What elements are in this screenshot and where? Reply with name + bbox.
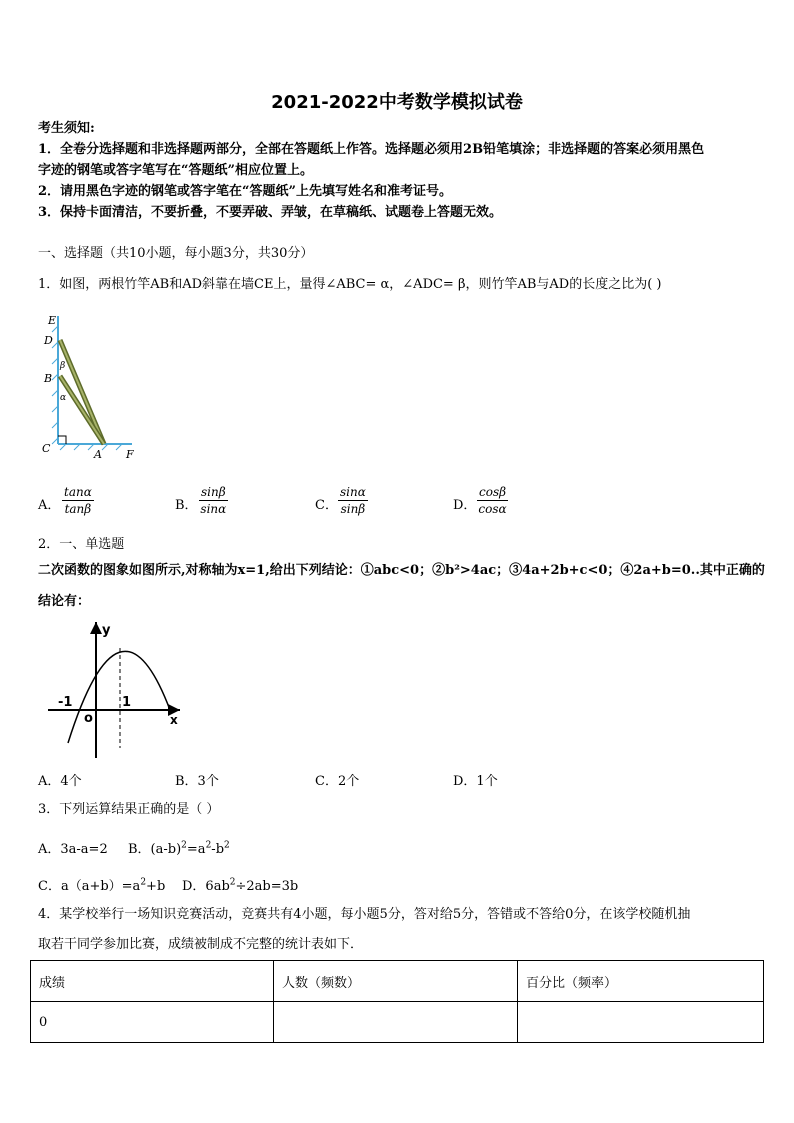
label-c: C	[42, 442, 51, 455]
table-header-score: 成绩	[31, 961, 274, 1002]
notice-item-2: 2．请用黑色字迹的钢笔或答字笔在“答题纸”上先填写姓名和准考证号。	[38, 184, 453, 199]
q1-figure	[36, 312, 146, 462]
q1-option-b-num: sinβ	[201, 485, 226, 499]
q1-stem: 1．如图，两根竹竿AB和AD斜靠在墙CE上，量得∠ABC= α，∠ADC= β，则竹竿AB与AD的长度之比为( )	[38, 277, 662, 292]
q1-option-d-letter: D．	[453, 498, 477, 513]
page-title: 2021-2022中考数学模拟试卷	[271, 92, 523, 113]
q1-option-c-fraction	[338, 484, 368, 517]
q2-option-d: D．1个	[453, 774, 498, 789]
label-a: A	[94, 448, 102, 461]
q3-option-c-pre: C．a（a+b）=a	[38, 879, 141, 894]
table-row	[31, 1002, 764, 1043]
q1-option-a-letter: A．	[38, 498, 61, 513]
q1-option-c-den: sinβ	[340, 502, 366, 516]
graph-label-1: 1	[122, 695, 132, 710]
q3-option-c-post: +b	[146, 879, 166, 894]
label-b: B	[44, 372, 53, 385]
q2-graph	[46, 618, 186, 763]
table-header-row	[31, 961, 764, 1002]
q3-option-d	[182, 875, 298, 894]
q3-option-c-sup: 2	[140, 877, 147, 888]
q2-option-c: C．2个	[315, 774, 360, 789]
label-d: D	[44, 334, 53, 347]
q1-option-b-den: sinα	[200, 502, 227, 516]
table-cell-score: 0	[31, 1002, 274, 1043]
table-header-percent: 百分比（频率）	[518, 961, 764, 1002]
label-e: E	[48, 314, 57, 327]
q3-option-b-sup2: 2	[205, 840, 212, 851]
q3-stem: 3．下列运算结果正确的是（ ）	[38, 802, 220, 817]
graph-label-x: x	[170, 713, 178, 727]
notice-item-3: 3．保持卡面清洁，不要折叠，不要弄破、弄皱，在草稿纸、试题卷上答题无效。	[38, 205, 503, 220]
notice-item-1a: 1．全卷分选择题和非选择题两部分，全部在答题纸上作答。选择题必须用2B铅笔填涂；非选择题的答案必须用黑色	[38, 142, 705, 157]
notice-heading: 考生须知:	[38, 121, 95, 136]
q2-option-b: B．3个	[175, 774, 219, 789]
label-beta: β	[60, 361, 66, 371]
notice-item-1b: 字迹的钢笔或答字笔写在“答题纸”相应位置上。	[38, 163, 313, 178]
table-header-count: 人数（频数）	[274, 961, 518, 1002]
q1-option-d-num: cosβ	[479, 485, 507, 499]
label-f: F	[126, 448, 134, 461]
q3-option-b-post: -b	[211, 842, 225, 857]
q1-option-d-den: cosα	[478, 502, 507, 516]
q3-option-d-post: ÷2ab=3b	[235, 879, 299, 894]
q3-option-b	[128, 838, 230, 857]
q1-option-b-letter: B．	[175, 498, 198, 513]
q3-option-d-pre: D．6ab	[182, 879, 230, 894]
q1-option-b-fraction	[199, 484, 228, 517]
label-alpha: α	[60, 393, 67, 403]
section-heading: 一、选择题（共10小题，每小题3分，共30分）	[38, 246, 314, 261]
q3-option-d-sup: 2	[229, 877, 236, 888]
graph-label-y: y	[102, 623, 111, 638]
q3-option-a: A．3a-a=2	[38, 842, 108, 857]
q3-option-c	[38, 875, 165, 894]
q4-line-2: 取若干同学参加比赛，成绩被制成不完整的统计表如下．	[38, 937, 364, 952]
q1-option-a-den: tanβ	[64, 502, 92, 516]
q1-option-d-fraction	[477, 484, 508, 517]
q1-option-a-num: tanα	[64, 485, 92, 499]
q2-text-2: 结论有：	[38, 594, 91, 609]
q2-text-1: 二次函数的图象如图所示,对称轴为x=1,给出下列结论：①abc<0；②b²>4ac；③4a+2b+c<0；④2a+b=0..其中正确的	[38, 563, 765, 578]
q3-option-b-mid: =a	[186, 842, 206, 857]
q3-option-b-sup3: 2	[224, 840, 230, 851]
q1-option-c-num: sinα	[340, 485, 366, 499]
q1-option-a-fraction	[62, 484, 94, 517]
q1-option-c-letter: C．	[315, 498, 338, 513]
graph-label-neg1: -1	[58, 695, 73, 710]
q3-option-b-pre: B．(a-b)	[128, 842, 182, 857]
table-cell-count	[274, 1002, 518, 1043]
table-cell-percent	[518, 1002, 764, 1043]
q3-option-b-sup: 2	[181, 840, 187, 851]
q4-line-1: 4．某学校举行一场知识竞赛活动，竞赛共有4小题，每小题5分，答对给5分，答错或不答给0分，在该学校随机抽	[38, 907, 691, 922]
graph-label-origin: o	[84, 711, 93, 726]
q2-stem: 2．一、单选题	[38, 537, 125, 552]
q2-option-a: A．4个	[38, 774, 82, 789]
stats-table	[30, 960, 764, 1043]
